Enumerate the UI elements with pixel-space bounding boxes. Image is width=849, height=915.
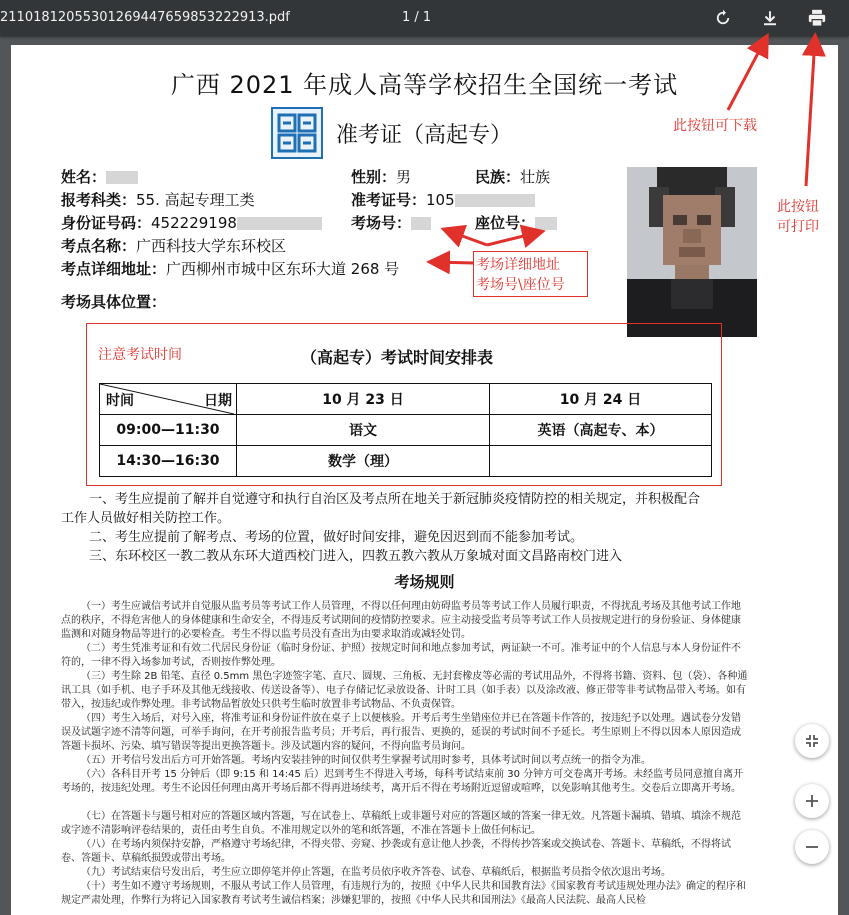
subject-cell: 数学（理）: [237, 446, 490, 477]
rule-item: （九）考试结束信号发出后，考生应立即停笔并停止答题，在监考员依序收齐答卷、试卷、草稿纸后，根据监考员指令依次退出考场。: [81, 867, 671, 878]
rule-item: （一）考生应诚信考试并自觉服从监考员等考试工作人员管理，不得以任何理由妨碍监考员等考试工作人员履行职责，不得扰乱考场及其他考试工作地点的秩序，不得危害他人的身体健康和生命安全，不得违反考试期间的疫情防控要求。应主动接受监考员等考试工作人员按规定进行的身份验证、身体健康监测和对随身物品等进行的必要检查。考生不得以监考员没有查出为由要求取消或减轻处罚。: [61, 601, 741, 640]
seat-label: 座位号：: [475, 214, 536, 232]
rule-item: （三）考生除 2B 铅笔、直径 0.5mm 黑色字迹签字笔、直尺、圆规、三角板、无封套橡皮等必需的考试用品外，不得将书籍、资料、包（袋）、各种通讯工具（如手机、电子手环及其他无线接收、传送设备等）、电子存储记忆录放设备、计时工具（如手表）以及涂改液、修正带等非考试物品带入考场。如有带入，按违纪或作弊处理。非考试物品暂放处只供考生临时放置非考试物品、不负责保管。: [61, 671, 748, 710]
rule-item: （十）考生如不遵守考场规则，不服从考试工作人员管理，有违规行为的，按照《中华人民共和国教育法》《国家教育考试违规处理办法》确定的程序和规定严肃处理，作弊行为将记入国家教育考试考生诚信档案；涉嫌犯罪的，按照《中华人民共和国刑法》《最高人民法院、最高人民检: [61, 881, 746, 906]
rule-item: （六）各科目开考 15 分钟后（即 9:15 和 14:45 后）迟到考生不得进入考场，每科考试结束前 30 分钟方可交卷离开考场。未经监考员同意擅自离开考场的，按违纪处理。考生不论因任何理由离开考场后都不得再进场续考，离开后不得在考场附近逗留或喧哗，以免影响其他考生。交卷后立即离开考场。: [61, 769, 744, 794]
id-label: 身份证号码：: [61, 214, 152, 232]
notice-1-cont: 工作人员做好相关防控工作。: [61, 511, 231, 526]
ticket-label: 准考证号：: [351, 191, 427, 209]
download-annotation: 此按钮可下载: [673, 118, 757, 134]
rule-item: （五）开考信号发出后方可开始答题。考场内安装挂钟的时间仅供考生掌握考试用时参考，具体考试时间以考点统一的指令为准。: [81, 755, 651, 766]
address-arrow: [432, 262, 474, 263]
rule-item: （四）考生入场后，对号入座，将准考证和身份证件放在桌子上以便核验。开考后考生坐错座位并已在答题卡作答的，按违纪予以处理。遇试卷分发错误及试题字迹不清等问题，可举手询问，在开考前报告监考员；开考后，再行报告、更换的，延误的考试时间不予延长。考生原则上不得以因本人原因造成答题卡损坏、污染、填写错误等提出更换答题卡。涉及试题内容的疑问，不得向监考员询问。: [61, 713, 741, 752]
time-annotation: 注意考试时间: [98, 347, 182, 363]
room-label: 考场号：: [351, 214, 412, 232]
site-label: 考点名称：: [61, 237, 137, 255]
address-label: 考点详细地址：: [61, 260, 167, 278]
subject-cell: 语文: [237, 415, 490, 446]
schedule-title: （高起专）考试时间安排表: [301, 348, 494, 367]
address-annotation-line2: 考场号\座位号: [476, 277, 565, 293]
rule-item: （二）考生凭准考证和有效二代居民身份证（临时身份证、护照）按规定时间和地点参加考试，两证缺一不可。准考证中的个人信息与本人身份证件不符的，一律不得入场参加考试，否则按作弊处理。: [61, 643, 741, 668]
id-value: 452229198: [151, 214, 237, 232]
page-indicator: 1 / 1: [402, 10, 432, 25]
rule-item: （七）在答题卡与题号相对应的答题区域内答题，写在试卷上、草稿纸上或非题号对应的答题区域的答案一律无效。凡答题卡漏填、错填、填涂不规范或字迹不清影响评卷结果的，责任由考生自负。不准用规定以外的笔和纸答题，不准在答题卡上做任何标记。: [61, 811, 741, 836]
time-cell: 09:00—11:30: [100, 415, 237, 446]
rules-title: 考场规则: [394, 573, 455, 591]
address-annotation-line1: 考场详细地址: [476, 257, 560, 273]
download-arrow: [728, 38, 766, 110]
document-title: 广西 2021 年成人高等学校招生全国统一考试: [170, 71, 679, 99]
notice-3: 三、东环校区一教二教从东环大道西校门进入，四教五教六教从万象城对面文昌路南校门进入: [89, 549, 623, 564]
corner-date: 日期: [204, 393, 232, 409]
site-value: 广西科技大学东环校区: [136, 237, 287, 255]
file-title: 21101812055301269447659853222913.pdf: [0, 10, 290, 25]
notice-2: 二、考生应提前了解考点、考场的位置，做好时间安排，避免因迟到而不能参加考试。: [89, 530, 584, 545]
date-header-1: 10 月 23 日: [237, 384, 490, 415]
print-arrow: [806, 38, 815, 186]
location-label: 考场具体位置：: [61, 293, 167, 311]
notice-1: 一、考生应提前了解并自觉遵守和执行自治区及考点所在地关于新冠肺炎疫情防控的相关规定，并积极配合: [89, 492, 701, 507]
gender-label: 性别：: [351, 168, 397, 186]
gender-value: 男: [396, 168, 412, 186]
date-header-2: 10 月 24 日: [490, 384, 712, 415]
ethnic-label: 民族：: [475, 168, 521, 186]
rule-item: （八）在考场内须保持安静，严格遵守考场纪律，不得夹带、旁窥、抄袭或有意让他人抄袭，不得传抄答案或交换试卷、答题卡、草稿纸，不得将试卷、答题卡、草稿纸损毁或带出考场。: [61, 839, 731, 864]
subject-cell: 英语（高起专、本）: [490, 415, 712, 446]
room-arrow: [446, 230, 487, 245]
ethnic-value: 壮族: [520, 168, 551, 186]
time-cell: 14:30—16:30: [100, 446, 237, 477]
category-value: 55. 高起专理工类: [136, 191, 255, 209]
ticket-value: 105: [426, 191, 455, 209]
print-annotation-line1: 此按钮: [777, 199, 819, 215]
corner-time: 时间: [106, 393, 134, 409]
seat-arrow: [487, 232, 540, 245]
print-annotation-line2: 可打印: [777, 219, 819, 235]
name-label: 姓名：: [61, 168, 107, 186]
address-value: 广西柳州市城中区东环大道 268 号: [166, 260, 400, 278]
document-subtitle: 准考证（高起专）: [336, 123, 513, 148]
category-label: 报考科类：: [61, 191, 137, 209]
